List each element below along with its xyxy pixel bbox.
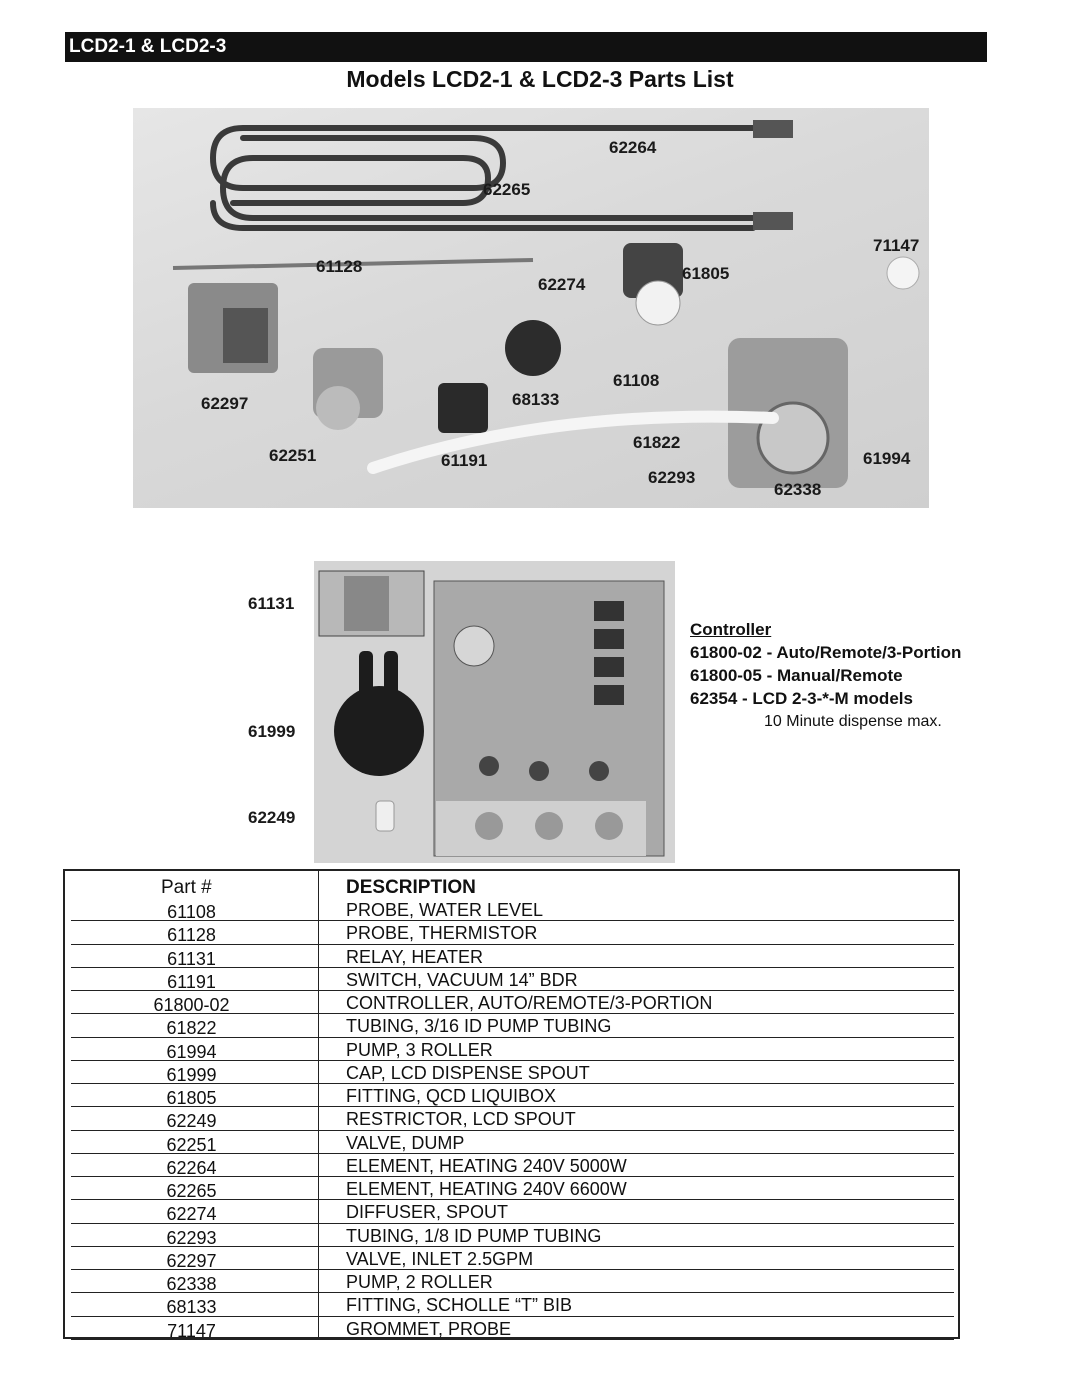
controller-note: 10 Minute dispense max. (764, 713, 942, 730)
label-61822: 61822 (633, 433, 681, 452)
table-row (65, 1200, 958, 1223)
part-number: 62274 (166, 1204, 217, 1225)
label-61191: 61191 (441, 451, 488, 470)
part-description: ELEMENT, HEATING 240V 6600W (346, 1179, 627, 1199)
part-description: VALVE, DUMP (346, 1132, 465, 1153)
label-71147: 71147 (873, 236, 920, 255)
part-number: 62249 (166, 1111, 217, 1132)
table-row (65, 1177, 958, 1200)
part-description: CAP, LCD DISPENSE SPOUT (346, 1062, 590, 1083)
table-row (65, 1293, 958, 1316)
part-description: DIFFUSER, SPOUT (346, 1202, 509, 1223)
label-62274: 62274 (538, 275, 586, 294)
table-row (65, 1131, 958, 1154)
label-62265: 62265 (483, 180, 531, 199)
controller-info (690, 618, 961, 733)
table-row (65, 945, 958, 968)
part-number: 61108 (167, 902, 216, 922)
label-62293: 62293 (648, 468, 696, 487)
label-62297: 62297 (201, 394, 249, 413)
part-description: ELEMENT, HEATING 240V 5000W (346, 1155, 627, 1176)
label-62251: 62251 (269, 446, 317, 465)
part-description: CONTROLLER, AUTO/REMOTE/3-PORTION (346, 993, 713, 1013)
part-description: PROBE, THERMISTOR (346, 923, 538, 944)
page-title: Models LCD2-1 & LCD2-3 Parts List (346, 66, 734, 92)
table-row (65, 1317, 958, 1340)
part-number: 71147 (167, 1320, 216, 1341)
table-row (65, 1014, 958, 1037)
part-description: PUMP, 3 ROLLER (346, 1039, 493, 1060)
table-row (65, 1247, 958, 1270)
part-description: GROMMET, PROBE (346, 1318, 512, 1339)
table-row (65, 968, 958, 991)
part-number: 62264 (166, 1157, 217, 1178)
controller-photo (314, 561, 675, 863)
label-61131: 61131 (248, 594, 295, 613)
part-number: 68133 (166, 1297, 217, 1318)
part-number: 62338 (166, 1274, 217, 1294)
label-62338: 62338 (774, 480, 822, 499)
part-number: 62297 (166, 1250, 217, 1271)
header-part: Part # (161, 877, 212, 898)
part-description: FITTING, SCHOLLE “T” BIB (346, 1295, 573, 1316)
part-number: 61805 (166, 1088, 217, 1108)
part-description: PUMP, 2 ROLLER (346, 1272, 493, 1292)
parts-table (63, 869, 960, 1339)
section-header-bar: LCD2-1 & LCD2-3 (65, 32, 987, 62)
part-number: 61128 (167, 925, 216, 946)
part-number: 61800-02 (153, 995, 230, 1015)
part-number: 61131 (167, 948, 216, 969)
part-number: 61999 (166, 1064, 217, 1085)
table-row (65, 921, 958, 944)
table-row (65, 1224, 958, 1247)
label-61994: 61994 (863, 449, 911, 468)
part-description: SWITCH, VACUUM 14” BDR (346, 969, 578, 990)
part-number: 62265 (166, 1181, 217, 1201)
part-number: 61191 (167, 971, 216, 992)
label-68133: 68133 (512, 390, 560, 409)
label-61128: 61128 (316, 257, 363, 276)
part-number: 62251 (166, 1134, 217, 1155)
label-61805: 61805 (682, 264, 730, 283)
part-description: VALVE, INLET 2.5GPM (346, 1248, 534, 1269)
controller-line-1: 61800-02 - Auto/Remote/3-Portion (690, 643, 962, 662)
controller-illustration (314, 561, 675, 863)
parts-illustration (133, 108, 929, 508)
label-62249: 62249 (248, 808, 296, 827)
part-description: RESTRICTOR, LCD SPOUT (346, 1109, 576, 1130)
part-number: 62293 (166, 1227, 217, 1248)
controller-line-3: 62354 - LCD 2-3-*-M models (690, 689, 913, 708)
part-number: 61822 (166, 1018, 217, 1039)
part-description: RELAY, HEATER (346, 946, 484, 967)
controller-line-2: 61800-05 - Manual/Remote (690, 666, 903, 685)
table-row (65, 1061, 958, 1084)
controller-heading: Controller (690, 620, 772, 639)
table-body (65, 898, 958, 1340)
table-row (65, 1107, 958, 1130)
table-row (65, 991, 958, 1014)
table-row (65, 1038, 958, 1061)
label-62264: 62264 (609, 138, 657, 157)
part-description: TUBING, 3/16 ID PUMP TUBING (346, 1016, 612, 1037)
table-row (65, 1154, 958, 1177)
part-description: TUBING, 1/8 ID PUMP TUBING (346, 1225, 602, 1246)
table-row (65, 898, 958, 921)
table-row (65, 1084, 958, 1107)
label-61999: 61999 (248, 722, 296, 741)
part-number: 61994 (166, 1041, 217, 1062)
label-61108: 61108 (613, 371, 660, 390)
parts-photo (133, 108, 929, 508)
header-description: DESCRIPTION (346, 877, 476, 898)
part-description: PROBE, WATER LEVEL (346, 900, 544, 920)
table-row (65, 1270, 958, 1293)
part-description: FITTING, QCD LIQUIBOX (346, 1086, 557, 1106)
